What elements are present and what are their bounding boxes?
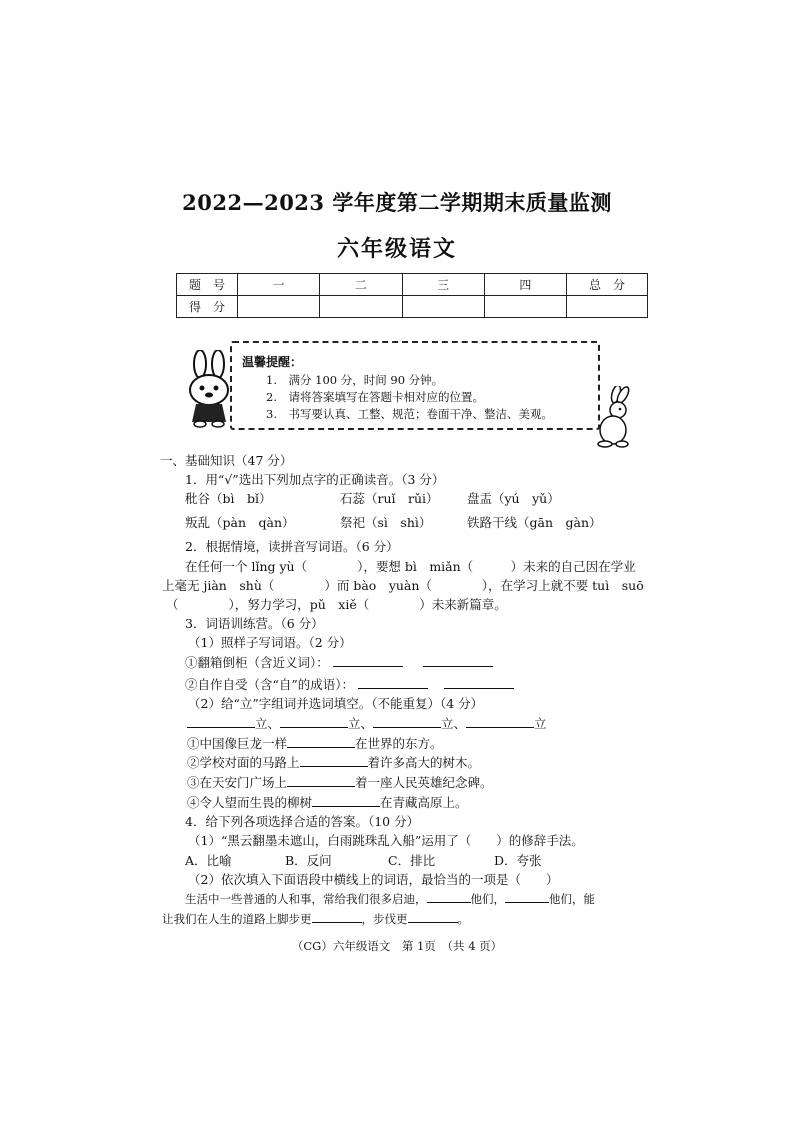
- answer-blank[interactable]: [427, 890, 471, 903]
- score-header-col: 四: [484, 274, 566, 296]
- q3-sentence: ④令人望而生畏的柳树 在青藏高原上。: [187, 795, 468, 810]
- q3-subquestion: （2）给“立”字组词并选词填空。（不能重复）（4 分）: [188, 696, 484, 711]
- q3-item-label: ①翻箱倒柜（含近义词）：: [185, 655, 329, 670]
- tips-item: 2. 请将答案填写在答题卡相对应的位置。: [266, 390, 484, 404]
- q2-text-line: 上毫无 jiàn shù（ ）而 bào yuàn（ ），在学习上就不要 tuì suō: [162, 578, 644, 593]
- q4-option-c[interactable]: C．排比: [388, 853, 436, 868]
- q3-item: [185, 675, 514, 693]
- score-cell: [484, 296, 566, 318]
- q3-sentence: ③在天安门广场上 着一座人民英雄纪念碑。: [187, 775, 493, 790]
- score-table: [176, 273, 648, 318]
- q1-option: 石蕊（ruǐ rǔi）: [340, 491, 439, 506]
- exam-title: 2022—2023 学年度第二学期期末质量监测: [182, 190, 612, 215]
- answer-blank[interactable]: [300, 754, 368, 767]
- tips-item: 1. 满分 100 分，时间 90 分钟。: [266, 373, 444, 387]
- q4-option-d[interactable]: D．夸张: [494, 853, 542, 868]
- rabbit-sitting-icon: [596, 386, 632, 448]
- score-header-col: 三: [402, 274, 484, 296]
- score-cell: [402, 296, 484, 318]
- q4-passage: 让我们在人生的道路上脚步更 ，步伐更 。: [162, 912, 469, 926]
- q3-li-words: 立、 立、 立、 立: [187, 714, 547, 732]
- score-header-label: 题 号: [177, 274, 238, 296]
- q2-text-line: 在任何一个 lǐng yù（ ），要想 bì miǎn（ ）未来的自己因在学业: [185, 559, 636, 574]
- score-row-label: 得 分: [177, 296, 238, 318]
- score-table-score-row: [177, 296, 648, 318]
- answer-blank[interactable]: [358, 676, 428, 689]
- answer-blank[interactable]: [287, 774, 355, 787]
- page-footer: （CG）六年级语文 第 1页 （共 4 页）: [291, 939, 503, 953]
- answer-blank[interactable]: [408, 910, 458, 923]
- tips-title: 温馨提醒：: [242, 355, 303, 369]
- score-header-col: 二: [320, 274, 402, 296]
- q3-item-label: ②自作自受（含“自”的成语）：: [185, 677, 355, 692]
- q2-text-line: （ ），努力学习，pǔ xiě（ ）未来新篇章。: [166, 597, 507, 612]
- q4-option-b[interactable]: B．反问: [285, 853, 332, 868]
- answer-blank[interactable]: [505, 890, 549, 903]
- question-stem: 1．用“√”选出下列加点字的正确读音。（3 分）: [185, 472, 445, 487]
- q1-option: 祭祀（sì shì）: [340, 515, 432, 530]
- score-cell: [320, 296, 402, 318]
- q4-subquestion: （2）依次填入下面语段中横线上的词语，最恰当的一项是（ ）: [188, 872, 559, 887]
- question-stem: 2．根据情境，读拼音写词语。（6 分）: [185, 539, 399, 554]
- answer-blank[interactable]: [373, 715, 441, 728]
- answer-blank[interactable]: [287, 735, 355, 748]
- q4-subquestion: （1）“黑云翻墨未遮山，白雨跳珠乱入船”运用了（ ）的修辞手法。: [188, 833, 584, 848]
- q4-passage: 生活中一些普通的人和事，常给我们很多启迪， 他们， 他们，能: [185, 892, 595, 906]
- answer-blank[interactable]: [312, 910, 362, 923]
- answer-blank[interactable]: [466, 715, 534, 728]
- score-header-total: 总 分: [567, 274, 648, 296]
- question-stem: 3．词语训练营。（6 分）: [185, 616, 324, 631]
- score-cell: [567, 296, 648, 318]
- section-heading: 一、基础知识（47 分）: [160, 453, 293, 468]
- answer-blank[interactable]: [312, 794, 380, 807]
- answer-blank[interactable]: [187, 715, 255, 728]
- q3-sentence: ②学校对面的马路上 着许多高大的树木。: [187, 755, 481, 770]
- answer-blank[interactable]: [423, 654, 493, 667]
- answer-blank[interactable]: [444, 676, 514, 689]
- answer-blank[interactable]: [280, 715, 348, 728]
- answer-blank[interactable]: [333, 654, 403, 667]
- q3-sentence: ①中国像巨龙一样 在世界的东方。: [187, 736, 443, 751]
- q1-option: 秕谷（bì bǐ）: [185, 491, 272, 506]
- q1-option: 盘盂（yú yǔ）: [467, 491, 560, 506]
- tips-item: 3. 书写要认真、工整、规范；卷面干净、整洁、美观。: [266, 407, 553, 421]
- score-cell: [238, 296, 320, 318]
- q1-option: 铁路干线（gān gàn）: [467, 515, 602, 530]
- q3-subquestion: （1）照样子写词语。（2 分）: [188, 635, 352, 650]
- question-stem: 4．给下列各项选择合适的答案。（10 分）: [185, 814, 420, 829]
- score-header-col: 一: [238, 274, 320, 296]
- q3-item: [185, 653, 493, 671]
- exam-subtitle: 六年级语文: [336, 236, 457, 262]
- q4-option-a[interactable]: A．比喻: [185, 853, 232, 868]
- q1-option: 叛乱（pàn qàn）: [185, 515, 295, 530]
- tips-box: [230, 341, 600, 430]
- score-table-header-row: [177, 274, 648, 296]
